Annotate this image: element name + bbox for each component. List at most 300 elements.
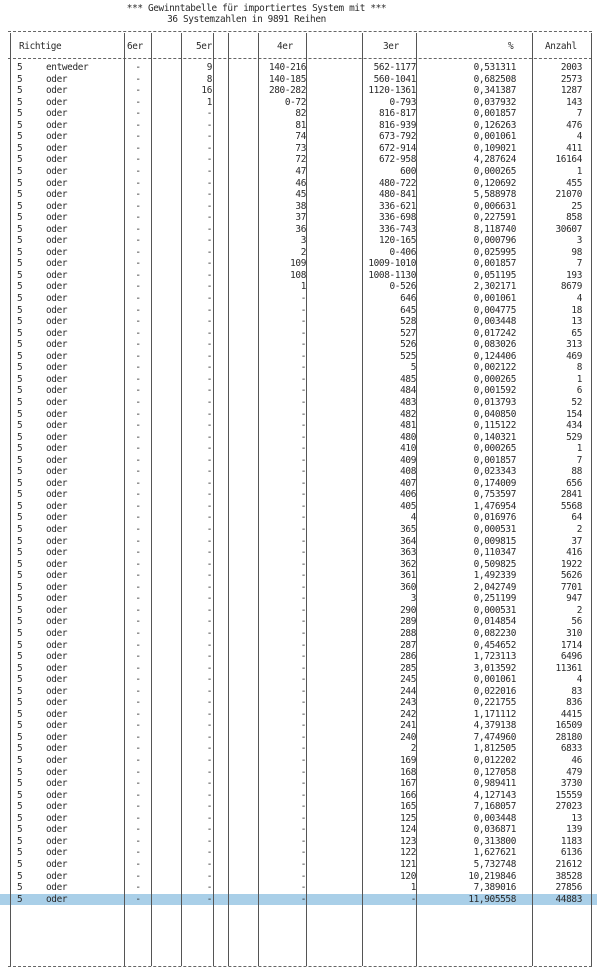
cell-anzahl: 44883 — [555, 893, 582, 905]
cell-4er: - — [300, 893, 306, 905]
cell-richtige: 5 — [17, 708, 23, 720]
cell-richtige: 5 — [17, 858, 23, 870]
cell-richtige: 5 — [17, 755, 23, 766]
cell-anzahl: 4415 — [560, 708, 582, 720]
cell-pct: 0,082230 — [473, 627, 516, 639]
cell-4er: 140-216 — [268, 62, 306, 73]
cell-6er: - — [135, 131, 141, 143]
cell-modus: oder — [46, 547, 68, 559]
cell-3er: 4 — [410, 512, 416, 524]
cell-modus: oder — [46, 96, 68, 108]
cell-4er: 45 — [295, 189, 306, 201]
cell-5er: - — [206, 524, 212, 535]
cell-3er: 122 — [400, 847, 416, 859]
cell-modus: oder — [46, 396, 68, 408]
cell-6er: - — [135, 339, 141, 351]
cell-modus: oder — [46, 570, 68, 582]
cell-modus: oder — [46, 177, 68, 189]
column-rule — [362, 33, 363, 966]
cell-modus: oder — [46, 327, 68, 339]
cell-4er: - — [300, 293, 306, 304]
cell-3er: 526 — [400, 339, 416, 351]
column-rule — [416, 33, 417, 966]
cell-richtige: 5 — [17, 339, 23, 351]
table-row — [0, 743, 597, 755]
table-row — [0, 293, 597, 305]
table-row — [0, 536, 597, 548]
cell-modus: oder — [46, 651, 68, 663]
cell-anzahl: 6 — [576, 385, 582, 397]
cell-3er: 245 — [400, 674, 416, 686]
cell-modus: oder — [46, 408, 68, 420]
cell-4er: - — [300, 708, 306, 720]
cell-6er: - — [135, 258, 141, 270]
cell-pct: 0,682508 — [473, 73, 516, 85]
cell-5er: - — [206, 882, 212, 894]
cell-6er: - — [135, 500, 141, 512]
table-row — [0, 605, 597, 617]
cell-pct: 0,251199 — [473, 593, 516, 605]
cell-6er: - — [135, 593, 141, 605]
cell-anzahl: 56 — [571, 616, 582, 628]
cell-anzahl: 4 — [576, 293, 582, 304]
cell-pct: 0,454652 — [473, 639, 516, 651]
cell-richtige: 5 — [17, 685, 23, 697]
cell-modus: oder — [46, 385, 68, 397]
cell-richtige: 5 — [17, 119, 23, 131]
cell-pct: 4,379138 — [473, 720, 516, 732]
cell-3er: 816-817 — [378, 108, 416, 120]
cell-pct: 0,120692 — [473, 177, 516, 189]
cell-3er: 360 — [400, 581, 416, 593]
table-row — [0, 328, 597, 340]
cell-pct: 0,001061 — [473, 293, 516, 304]
cell-modus: oder — [46, 316, 68, 328]
cell-5er: - — [206, 778, 212, 790]
cell-6er: - — [135, 177, 141, 189]
cell-modus: oder — [46, 269, 68, 281]
cell-modus: oder — [46, 674, 68, 686]
cell-5er: - — [206, 327, 212, 339]
cell-5er: - — [206, 593, 212, 605]
cell-pct: 0,036871 — [473, 824, 516, 836]
cell-5er: - — [206, 731, 212, 743]
cell-pct: 0,083026 — [473, 339, 516, 351]
cell-4er: - — [300, 408, 306, 420]
cell-richtige: 5 — [17, 789, 23, 801]
cell-richtige: 5 — [17, 512, 23, 524]
cell-4er: - — [300, 685, 306, 697]
cell-3er: 289 — [400, 616, 416, 628]
cell-4er: - — [300, 581, 306, 593]
cell-anzahl: 7701 — [560, 581, 582, 593]
table-row — [0, 801, 597, 813]
cell-modus: oder — [46, 743, 68, 755]
cell-5er: - — [206, 708, 212, 720]
table-row-highlighted — [0, 894, 597, 906]
cell-anzahl: 15559 — [555, 789, 582, 801]
cell-4er: - — [300, 882, 306, 894]
table-row — [0, 247, 597, 259]
cell-pct: 1,812505 — [473, 743, 516, 755]
cell-4er: 72 — [295, 154, 306, 166]
cell-anzahl: 656 — [566, 477, 582, 489]
cell-richtige: 5 — [17, 674, 23, 686]
cell-3er: 336-621 — [378, 200, 416, 212]
cell-richtige: 5 — [17, 662, 23, 674]
cell-4er: - — [300, 616, 306, 628]
table-row — [0, 871, 597, 883]
cell-5er: - — [206, 858, 212, 870]
cell-6er: - — [135, 766, 141, 778]
header-pct: % — [508, 41, 514, 52]
table-row — [0, 201, 597, 213]
cell-pct: 1,171112 — [473, 708, 516, 720]
cell-pct: 0,000265 — [473, 165, 516, 177]
cell-modus: oder — [46, 512, 68, 524]
cell-richtige: 5 — [17, 108, 23, 120]
cell-3er: 336-698 — [378, 212, 416, 224]
cell-modus: oder — [46, 154, 68, 166]
cell-anzahl: 416 — [566, 547, 582, 559]
cell-4er: - — [300, 639, 306, 651]
table-row — [0, 790, 597, 802]
cell-richtige: 5 — [17, 801, 23, 813]
cell-6er: - — [135, 489, 141, 501]
cell-4er: 81 — [295, 119, 306, 131]
cell-5er: - — [206, 408, 212, 420]
cell-4er: - — [300, 812, 306, 824]
cell-5er: - — [206, 131, 212, 143]
cell-pct: 0,124406 — [473, 350, 516, 362]
cell-pct: 1,476954 — [473, 500, 516, 512]
cell-6er: - — [135, 200, 141, 212]
cell-3er: 244 — [400, 685, 416, 697]
cell-richtige: 5 — [17, 96, 23, 108]
cell-6er: - — [135, 570, 141, 582]
cell-6er: - — [135, 731, 141, 743]
cell-anzahl: 479 — [566, 766, 582, 778]
cell-3er: 2 — [410, 743, 416, 755]
cell-6er: - — [135, 801, 141, 813]
cell-anzahl: 143 — [566, 96, 582, 108]
cell-richtige: 5 — [17, 293, 23, 304]
cell-anzahl: 2 — [576, 524, 582, 535]
cell-4er: - — [300, 431, 306, 443]
cell-modus: oder — [46, 755, 68, 766]
cell-4er: - — [300, 627, 306, 639]
cell-3er: 336-743 — [378, 223, 416, 235]
cell-4er: 109 — [290, 258, 306, 270]
title-line-2: 36 Systemzahlen in 9891 Reihen — [167, 14, 326, 25]
table-row — [0, 397, 597, 409]
cell-4er: - — [300, 835, 306, 847]
table-row — [0, 432, 597, 444]
table-row — [0, 74, 597, 86]
header-4er: 4er — [277, 41, 293, 52]
cell-anzahl: 6496 — [560, 651, 582, 663]
cell-3er: 480 — [400, 431, 416, 443]
cell-5er: - — [206, 119, 212, 131]
cell-anzahl: 3730 — [560, 778, 582, 790]
cell-anzahl: 3 — [576, 235, 582, 247]
cell-pct: 0,022016 — [473, 685, 516, 697]
cell-4er: - — [300, 789, 306, 801]
cell-6er: - — [135, 431, 141, 443]
cell-5er: - — [206, 547, 212, 559]
cell-pct: 0,023343 — [473, 466, 516, 478]
cell-5er: - — [206, 373, 212, 385]
cell-pct: 0,001857 — [473, 258, 516, 270]
cell-modus: oder — [46, 778, 68, 790]
cell-4er: - — [300, 524, 306, 535]
table-row — [0, 847, 597, 859]
cell-pct: 0,000531 — [473, 604, 516, 616]
cell-5er: - — [206, 627, 212, 639]
cell-5er: - — [206, 720, 212, 732]
cell-anzahl: 98 — [571, 246, 582, 258]
cell-3er: 166 — [400, 789, 416, 801]
cell-pct: 0,109021 — [473, 142, 516, 154]
cell-richtige: 5 — [17, 547, 23, 559]
table-row — [0, 709, 597, 721]
cell-6er: - — [135, 674, 141, 686]
cell-pct: 8,118740 — [473, 223, 516, 235]
table-row — [0, 697, 597, 709]
cell-4er: - — [300, 651, 306, 663]
cell-5er: - — [206, 570, 212, 582]
cell-4er: 36 — [295, 223, 306, 235]
cell-5er: - — [206, 304, 212, 316]
cell-modus: oder — [46, 119, 68, 131]
cell-modus: oder — [46, 731, 68, 743]
table-row — [0, 640, 597, 652]
cell-3er: 525 — [400, 350, 416, 362]
cell-pct: 0,227591 — [473, 212, 516, 224]
cell-5er: - — [206, 165, 212, 177]
cell-5er: 1 — [206, 96, 212, 108]
cell-3er: 485 — [400, 373, 416, 385]
cell-pct: 0,003448 — [473, 316, 516, 328]
cell-richtige: 5 — [17, 500, 23, 512]
cell-anzahl: 83 — [571, 685, 582, 697]
cell-3er: 484 — [400, 385, 416, 397]
cell-pct: 0,000531 — [473, 524, 516, 535]
cell-pct: 5,588978 — [473, 189, 516, 201]
cell-richtige: 5 — [17, 778, 23, 790]
cell-6er: - — [135, 743, 141, 755]
cell-richtige: 5 — [17, 835, 23, 847]
cell-5er: - — [206, 235, 212, 247]
cell-5er: - — [206, 108, 212, 120]
cell-pct: 0,140321 — [473, 431, 516, 443]
cell-4er: 108 — [290, 269, 306, 281]
cell-3er: 408 — [400, 466, 416, 478]
cell-richtige: 5 — [17, 431, 23, 443]
cell-4er: - — [300, 454, 306, 466]
cell-6er: - — [135, 697, 141, 709]
cell-3er: 672-914 — [378, 142, 416, 154]
cell-modus: oder — [46, 893, 68, 905]
cell-modus: oder — [46, 235, 68, 247]
column-rule — [258, 33, 259, 966]
table-row — [0, 628, 597, 640]
cell-4er: - — [300, 489, 306, 501]
cell-4er: - — [300, 443, 306, 455]
table-row — [0, 674, 597, 686]
table-row — [0, 258, 597, 270]
cell-anzahl: 2003 — [560, 62, 582, 73]
cell-anzahl: 88 — [571, 466, 582, 478]
table-row — [0, 131, 597, 143]
cell-4er: 140-185 — [268, 73, 306, 85]
cell-6er: - — [135, 269, 141, 281]
column-rule — [306, 33, 307, 966]
cell-3er: 288 — [400, 627, 416, 639]
cell-6er: - — [135, 420, 141, 432]
cell-modus: oder — [46, 847, 68, 859]
cell-6er: - — [135, 385, 141, 397]
cell-4er: - — [300, 535, 306, 547]
cell-anzahl: 154 — [566, 408, 582, 420]
cell-5er: - — [206, 685, 212, 697]
cell-4er: - — [300, 720, 306, 732]
cell-5er: - — [206, 766, 212, 778]
cell-anzahl: 1 — [576, 165, 582, 177]
cell-4er: - — [300, 547, 306, 559]
cell-6er: - — [135, 789, 141, 801]
cell-modus: oder — [46, 420, 68, 432]
title-line-1: *** Gewinntabelle für importiertes System mit *** — [126, 3, 387, 14]
cell-anzahl: 4 — [576, 131, 582, 143]
table-row — [0, 478, 597, 490]
cell-3er: 5 — [410, 362, 416, 374]
column-rule — [10, 33, 11, 966]
cell-anzahl: 1922 — [560, 558, 582, 570]
cell-4er: - — [300, 316, 306, 328]
cell-6er: - — [135, 142, 141, 154]
cell-6er: - — [135, 824, 141, 836]
cell-anzahl: 1714 — [560, 639, 582, 651]
table-row — [0, 409, 597, 421]
cell-pct: 0,001061 — [473, 131, 516, 143]
cell-3er: 0-526 — [389, 281, 416, 293]
cell-pct: 0,037932 — [473, 96, 516, 108]
table-row — [0, 235, 597, 247]
cell-3er: 646 — [400, 293, 416, 304]
cell-5er: - — [206, 789, 212, 801]
cell-richtige: 5 — [17, 489, 23, 501]
cell-pct: 5,732748 — [473, 858, 516, 870]
cell-anzahl: 193 — [566, 269, 582, 281]
cell-6er: - — [135, 223, 141, 235]
cell-3er: 121 — [400, 858, 416, 870]
cell-6er: - — [135, 639, 141, 651]
table-row — [0, 512, 597, 524]
cell-4er: - — [300, 558, 306, 570]
cell-modus: oder — [46, 870, 68, 882]
cell-5er: - — [206, 639, 212, 651]
top-separator — [8, 31, 592, 32]
cell-3er: 285 — [400, 662, 416, 674]
cell-5er: - — [206, 743, 212, 755]
cell-3er: 167 — [400, 778, 416, 790]
cell-4er: - — [300, 339, 306, 351]
cell-pct: 0,531311 — [473, 62, 516, 73]
table-row — [0, 143, 597, 155]
cell-6er: - — [135, 524, 141, 535]
cell-6er: - — [135, 246, 141, 258]
cell-3er: 410 — [400, 443, 416, 455]
cell-6er: - — [135, 662, 141, 674]
cell-richtige: 5 — [17, 316, 23, 328]
column-rule — [228, 33, 229, 966]
cell-6er: - — [135, 604, 141, 616]
cell-5er: - — [206, 200, 212, 212]
cell-3er: 645 — [400, 304, 416, 316]
cell-anzahl: 2573 — [560, 73, 582, 85]
cell-3er: 1 — [410, 882, 416, 894]
cell-5er: 9 — [206, 62, 212, 73]
cell-pct: 7,168057 — [473, 801, 516, 813]
cell-3er: 362 — [400, 558, 416, 570]
cell-anzahl: 1 — [576, 373, 582, 385]
cell-anzahl: 65 — [571, 327, 582, 339]
table-row — [0, 281, 597, 293]
cell-anzahl: 11361 — [555, 662, 582, 674]
cell-6er: - — [135, 281, 141, 293]
cell-5er: - — [206, 189, 212, 201]
cell-4er: 280-282 — [268, 85, 306, 97]
cell-modus: oder — [46, 131, 68, 143]
cell-richtige: 5 — [17, 420, 23, 432]
cell-3er: 286 — [400, 651, 416, 663]
table-row — [0, 189, 597, 201]
cell-modus: oder — [46, 293, 68, 304]
cell-modus: oder — [46, 766, 68, 778]
cell-6er: - — [135, 627, 141, 639]
cell-5er: 8 — [206, 73, 212, 85]
table-row — [0, 732, 597, 744]
cell-richtige: 5 — [17, 189, 23, 201]
cell-6er: - — [135, 708, 141, 720]
cell-3er: 527 — [400, 327, 416, 339]
cell-pct: 0,009815 — [473, 535, 516, 547]
cell-4er: - — [300, 743, 306, 755]
cell-4er: - — [300, 570, 306, 582]
cell-5er: - — [206, 824, 212, 836]
cell-anzahl: 5626 — [560, 570, 582, 582]
cell-4er: - — [300, 362, 306, 374]
cell-pct: 0,002122 — [473, 362, 516, 374]
cell-pct: 0,341387 — [473, 85, 516, 97]
table-row — [0, 166, 597, 178]
cell-3er: 0-406 — [389, 246, 416, 258]
cell-modus: oder — [46, 73, 68, 85]
cell-6er: - — [135, 882, 141, 894]
cell-6er: - — [135, 212, 141, 224]
table-row — [0, 836, 597, 848]
cell-modus: oder — [46, 581, 68, 593]
cell-3er: 562-1177 — [373, 62, 416, 73]
cell-3er: 169 — [400, 755, 416, 766]
cell-anzahl: 13 — [571, 316, 582, 328]
cell-4er: - — [300, 500, 306, 512]
cell-3er: 673-792 — [378, 131, 416, 143]
cell-modus: oder — [46, 627, 68, 639]
cell-3er: 364 — [400, 535, 416, 547]
header-anzahl: Anzahl — [545, 41, 577, 52]
